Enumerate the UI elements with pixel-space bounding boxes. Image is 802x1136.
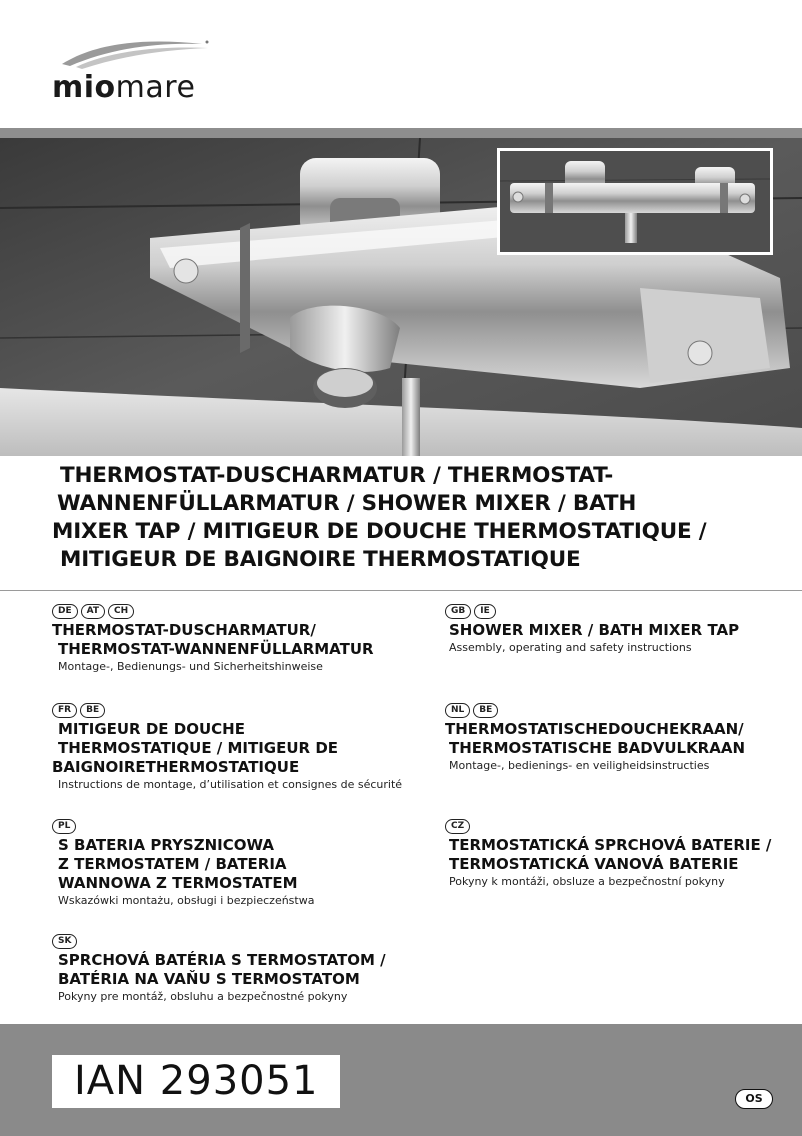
section-subtitle: Assembly, operating and safety instructions [449, 641, 692, 654]
section-title: THERMOSTATISCHEDOUCHEKRAAN/ THERMOSTATISCHE BADVULKRAAN [445, 720, 746, 757]
country-badge: CZ [445, 819, 470, 834]
section-subtitle: Pokyny pre montáž, obsluhu a bezpečnostné pokyny [58, 990, 348, 1003]
country-badge: NL [445, 703, 470, 718]
section-title: TERMOSTATICKÁ SPRCHOVÁ BATERIE / TERMOSTATICKÁ VANOVÁ BATERIE [449, 836, 772, 873]
language-section-de [52, 604, 432, 674]
country-badge: BE [473, 703, 498, 718]
country-badges [445, 819, 800, 834]
section-title: SPRCHOVÁ BATÉRIA S TERMOSTATOM / BATÉRIA NA VAŇU S TERMOSTATOM [58, 951, 386, 988]
section-subtitle: Wskazówki montażu, obsługi i bezpieczeństwa [58, 894, 315, 907]
brand-name: miomare [52, 70, 196, 105]
section-title: SHOWER MIXER / BATH MIXER TAP [449, 621, 740, 639]
country-badge: BE [80, 703, 105, 718]
section-title: S BATERIA PRYSZNICOWA Z TERMOSTATEM / BATERIA WANNOWA Z TERMOSTATEM [58, 836, 298, 892]
language-section-fr [52, 703, 432, 792]
country-badge: SK [52, 934, 77, 949]
country-badges [52, 604, 432, 619]
language-section-pl [52, 819, 432, 908]
country-badges [52, 703, 432, 718]
section-subtitle: Montage-, bedienings- en veiligheidsinstructies [449, 759, 710, 772]
section-title: MITIGEUR DE DOUCHE THERMOSTATIQUE / MITIGEUR DE BAIGNOIRETHERMOSTATIQUE [52, 720, 339, 776]
ian-number: IAN 293051 [52, 1055, 340, 1108]
language-section-sk [52, 934, 432, 1004]
country-badge: IE [474, 604, 496, 619]
country-badge: DE [52, 604, 78, 619]
main-title-line: WANNENFÜLLARMATUR / SHOWER MIXER / BATH [57, 491, 637, 516]
document-main-title [52, 462, 792, 574]
title-divider [0, 590, 802, 591]
main-title-line: MIXER TAP / MITIGEUR DE DOUCHE THERMOSTATIQUE / [52, 519, 707, 544]
country-badges [445, 703, 795, 718]
brand-logo [52, 36, 222, 106]
top-divider-bar [0, 128, 802, 138]
country-badges [445, 604, 795, 619]
section-subtitle: Instructions de montage, d’utilisation et consignes de sécurité [58, 778, 403, 791]
os-badge: OS [735, 1089, 773, 1109]
logo-swoosh-icon [52, 36, 212, 70]
language-section-cz [445, 819, 800, 889]
main-title-line: MITIGEUR DE BAIGNOIRE THERMOSTATIQUE [60, 547, 581, 572]
country-badge: GB [445, 604, 471, 619]
inset-product-photo [497, 148, 773, 255]
language-section-nl [445, 703, 795, 773]
country-badge: PL [52, 819, 76, 834]
section-title: THERMOSTAT-DUSCHARMATUR/ THERMOSTAT-WANNENFÜLLARMATUR [52, 621, 374, 658]
country-badge: CH [108, 604, 134, 619]
country-badge: FR [52, 703, 77, 718]
main-title-line: THERMOSTAT-DUSCHARMATUR / THERMOSTAT- [60, 463, 614, 488]
language-section-gb [445, 604, 795, 655]
country-badges [52, 934, 432, 949]
country-badge: AT [81, 604, 105, 619]
country-badges [52, 819, 432, 834]
section-subtitle: Montage-, Bedienungs- und Sicherheitshinweise [58, 660, 323, 673]
section-subtitle: Pokyny k montáži, obsluze a bezpečnostní pokyny [449, 875, 725, 888]
